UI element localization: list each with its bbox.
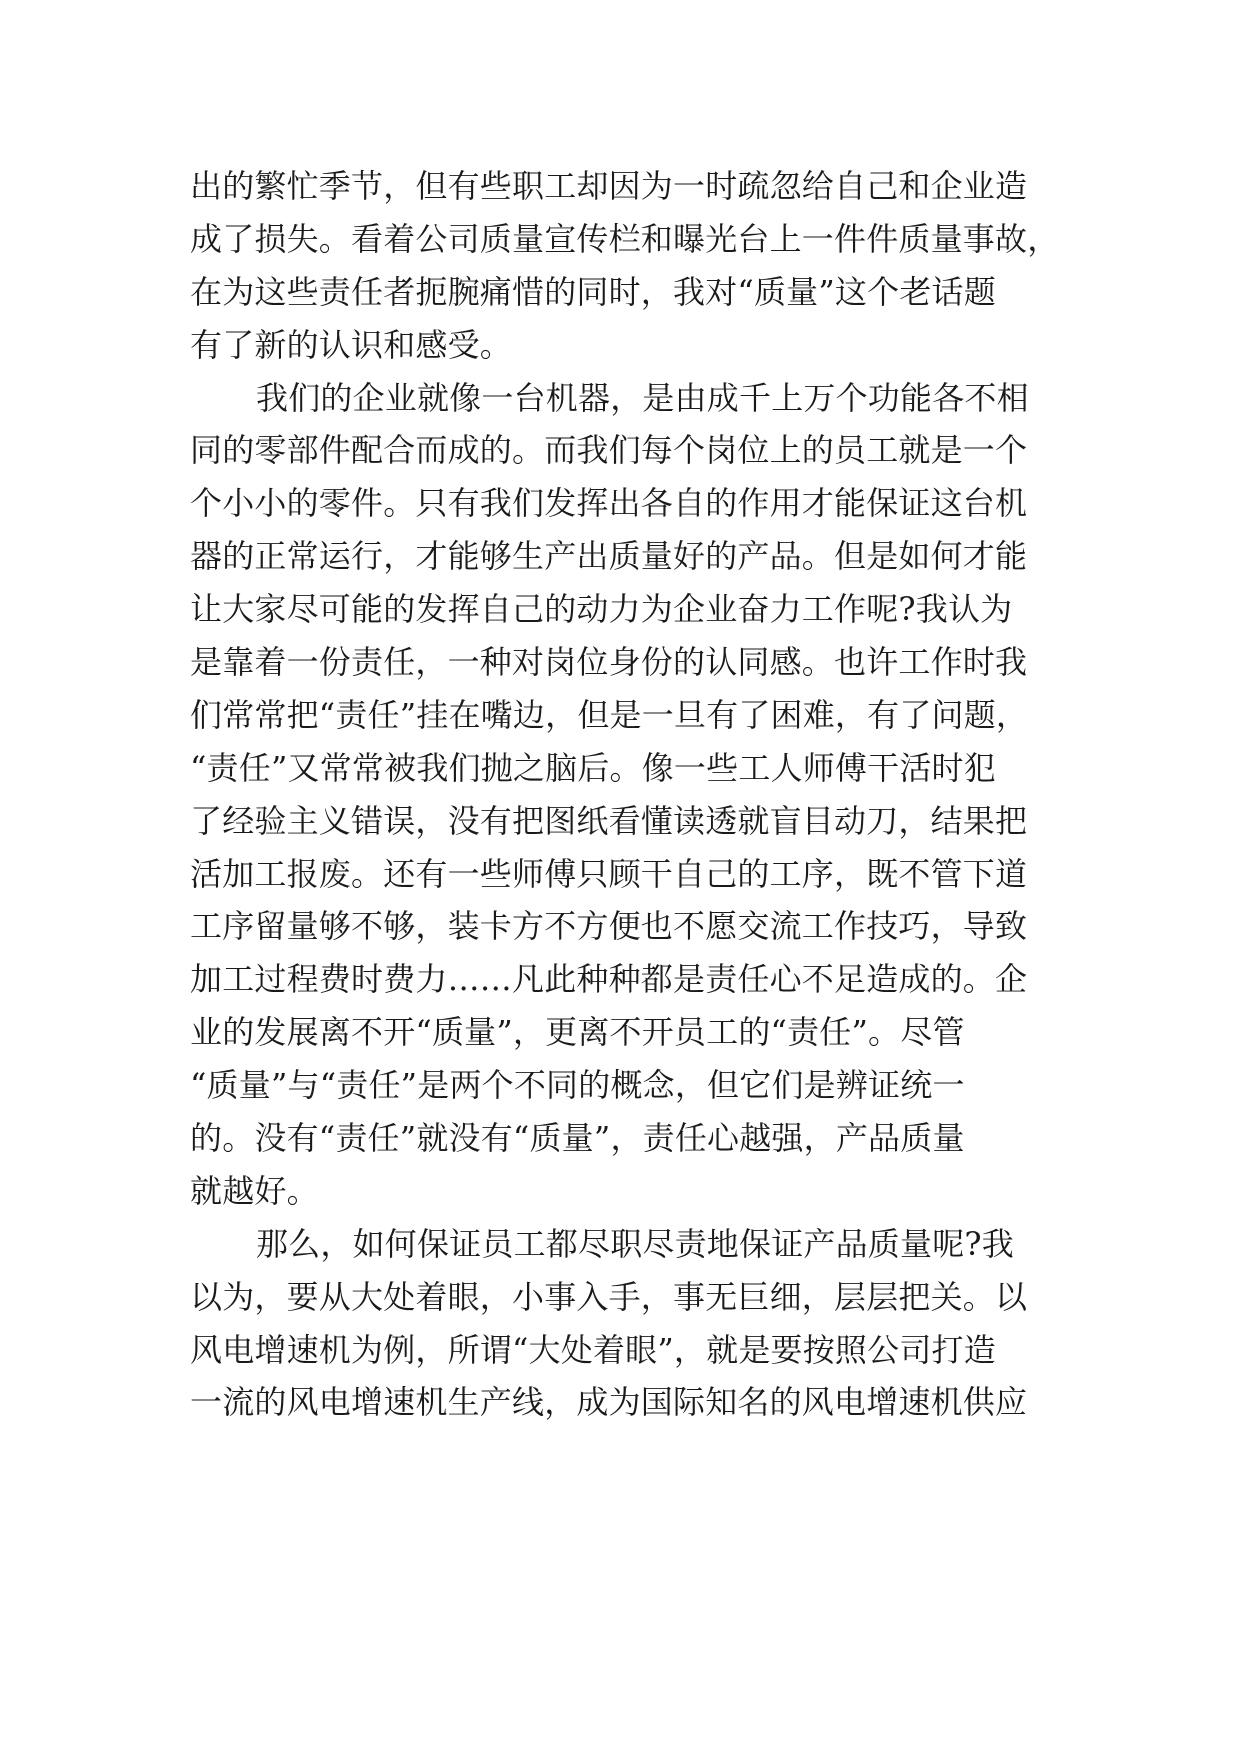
text-line: 就越好。 xyxy=(190,1171,319,1210)
text-line: 的。没有“责任”就没有“质量”，责任心越强，产品质量 xyxy=(190,1119,965,1158)
text-line: 活加工报废。还有一些师傅只顾干自己的工序，既不管下道 xyxy=(190,854,1028,893)
text-line: 业的发展离不开“质量”，更离不开员工的“责任”。尽管 xyxy=(190,1013,965,1052)
text-line: 一流的风电增速机生产线，成为国际知名的风电增速机供应 xyxy=(190,1383,1028,1422)
body-text xyxy=(190,160,1070,1429)
text-line: 以为，要从大处着眼，小事入手，事无巨细，层层把关。以 xyxy=(190,1277,1028,1316)
text-line: 是靠着一份责任，一种对岗位身份的认同感。也许工作时我 xyxy=(190,643,1028,682)
text-line: 有了新的认识和感受。 xyxy=(190,325,513,364)
text-line: 风电增速机为例，所谓“大处着眼”，就是要按照公司打造 xyxy=(190,1330,996,1369)
text-line: “质量”与“责任”是两个不同的概念，但它们是辨证统一 xyxy=(190,1066,965,1105)
text-line: 我们的企业就像一台机器，是由成千上万个功能各不相 xyxy=(256,378,1029,417)
text-line: 让大家尽可能的发挥自己的动力为企业奋力工作呢?我认为 xyxy=(190,590,1013,629)
text-line: 们常常把“责任”挂在嘴边，但是一旦有了困难，有了问题， xyxy=(190,695,1029,734)
text-line: 了经验主义错误，没有把图纸看懂读透就盲目动刀，结果把 xyxy=(190,801,1028,840)
text-line: 同的零部件配合而成的。而我们每个岗位上的员工就是一个 xyxy=(190,431,1028,470)
text-line: 工序留量够不够，装卡方不方便也不愿交流工作技巧，导致 xyxy=(190,907,1028,946)
text-line: 加工过程费时费力……凡此种种都是责任心不足造成的。企 xyxy=(190,960,1028,999)
text-line: 器的正常运行，才能够生产出质量好的产品。但是如何才能 xyxy=(190,537,1028,576)
text-line: 那么，如何保证员工都尽职尽责地保证产品质量呢?我 xyxy=(256,1224,1014,1263)
text-line: “责任”又常常被我们抛之脑后。像一些工人师傅干活时犯 xyxy=(190,748,996,787)
text-line: 成了损失。看着公司质量宣传栏和曝光台上一件件质量事故， xyxy=(190,219,1060,258)
text-line: 出的繁忙季节，但有些职工却因为一时疏忽给自己和企业造 xyxy=(190,167,1028,205)
text-line: 在为这些责任者扼腕痛惜的同时，我对“质量”这个老话题 xyxy=(190,272,996,311)
text-line: 个小小的零件。只有我们发挥出各自的作用才能保证这台机 xyxy=(190,484,1028,523)
